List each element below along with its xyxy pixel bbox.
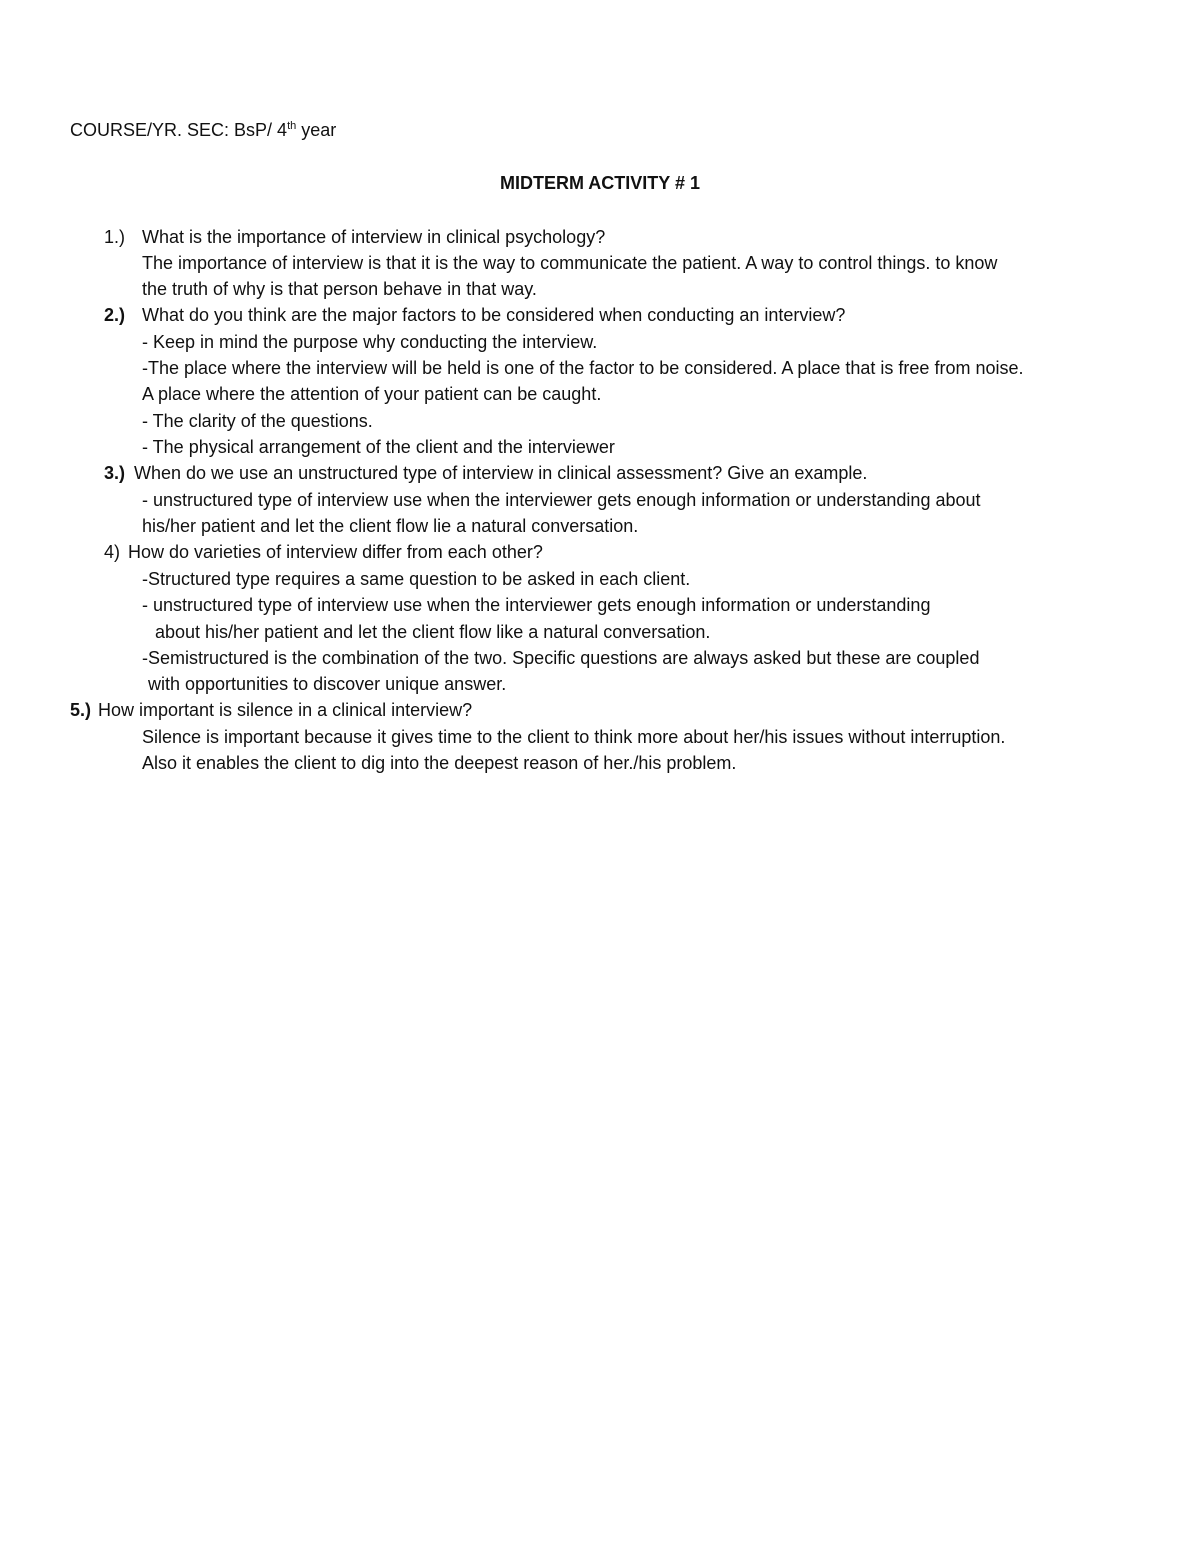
question-4-text: How do varieties of interview differ from each other? — [128, 542, 543, 562]
question-5-number: 5.) — [70, 700, 92, 720]
answer-4-line-4: -Semistructured is the combination of the two. Specific questions are always asked but these are coupled — [142, 648, 980, 668]
answer-1-line-2: the truth of why is that person behave in that way. — [142, 279, 537, 299]
course-value: BsP/ 4th year — [234, 120, 337, 140]
answer-2-line-5: - The physical arrangement of the client and the interviewer — [142, 437, 615, 457]
answer-4-line-2: - unstructured type of interview use when the interviewer gets enough information or understanding — [142, 595, 931, 615]
question-2-number: 2.) — [104, 305, 126, 325]
question-2-text: What do you think are the major factors to be considered when conducting an interview? — [142, 305, 846, 325]
answer-4-line-5: with opportunities to discover unique answer. — [148, 674, 507, 694]
answer-1-line-1: The importance of interview is that it is the way to communicate the patient. A way to control things. to know — [142, 253, 998, 273]
course-sup: th — [287, 120, 297, 132]
answer-4-line-3: about his/her patient and let the client flow like a natural conversation. — [155, 622, 711, 642]
answer-5-line-1: Silence is important because it gives time to the client to think more about her/his issues without interruption. — [142, 727, 1006, 747]
question-3-number: 3.) — [104, 463, 126, 483]
question-1-text: What is the importance of interview in clinical psychology? — [142, 227, 606, 247]
answer-2-line-1: - Keep in mind the purpose why conducting the interview. — [142, 332, 598, 352]
question-3-text: When do we use an unstructured type of interview in clinical assessment? Give an example. — [134, 463, 868, 483]
answer-4-line-1: -Structured type requires a same question to be asked in each client. — [142, 569, 691, 589]
answer-5-line-2: Also it enables the client to dig into the deepest reason of her./his problem. — [142, 753, 737, 773]
course-line — [70, 119, 336, 141]
question-5-text: How important is silence in a clinical interview? — [98, 700, 473, 720]
question-1-number: 1.) — [104, 227, 126, 247]
answer-2-line-2: -The place where the interview will be held is one of the factor to be considered. A place that is free from noise. — [142, 358, 1024, 378]
answer-2-line-4: - The clarity of the questions. — [142, 411, 373, 431]
answer-3-line-2: his/her patient and let the client flow lie a natural conversation. — [142, 516, 639, 536]
answer-2-line-3: A place where the attention of your patient can be caught. — [142, 384, 602, 404]
page-title: MIDTERM ACTIVITY # 1 — [499, 173, 701, 193]
answer-3-line-1: - unstructured type of interview use when the interviewer gets enough information or understanding about — [142, 490, 981, 510]
question-4-number: 4) — [104, 542, 121, 562]
course-label: COURSE/YR. SEC: — [70, 120, 230, 140]
